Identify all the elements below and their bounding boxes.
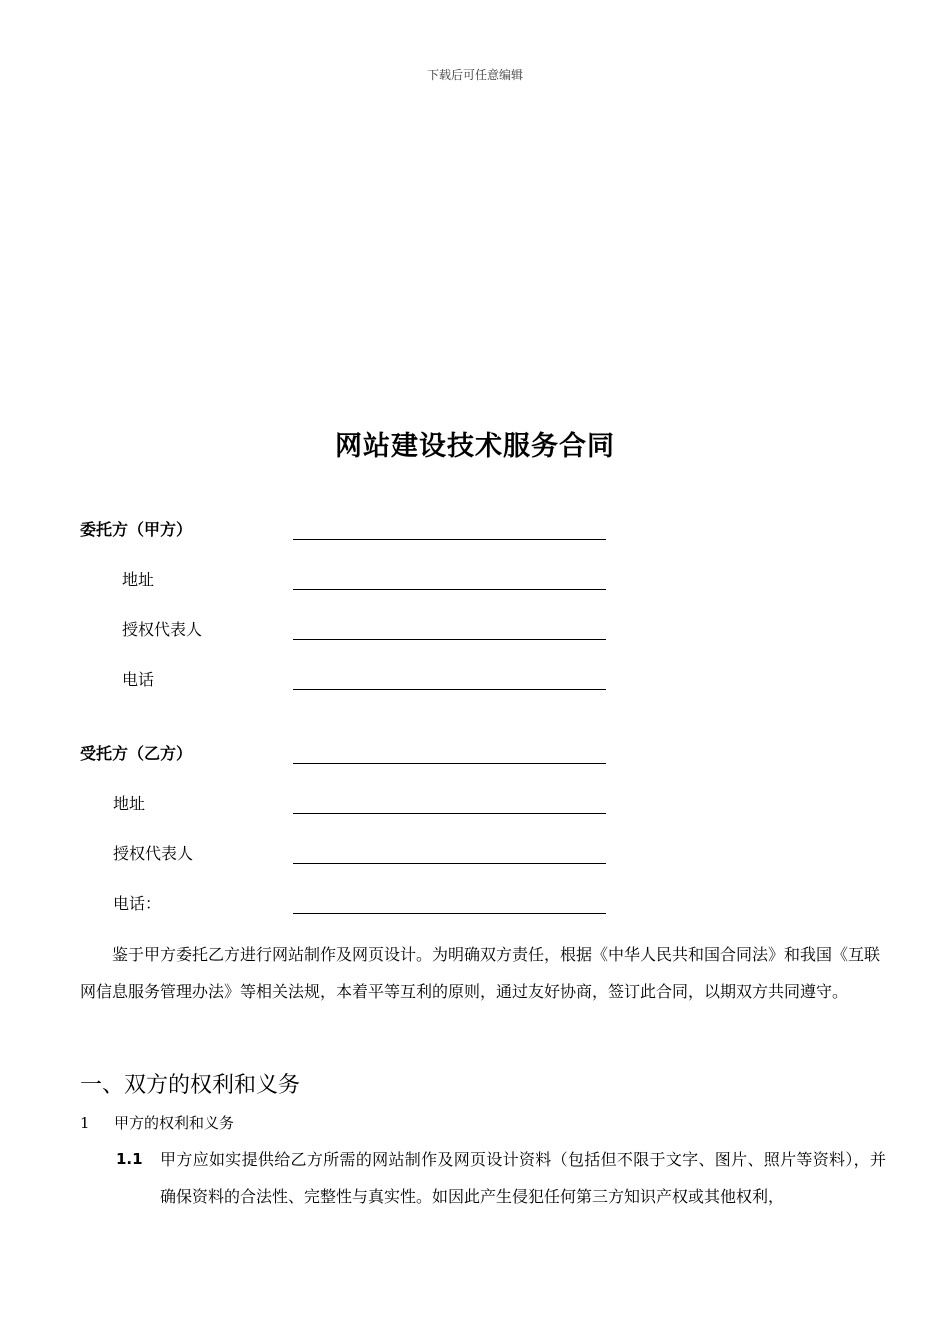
party-a-phone-label: 电话 — [122, 670, 155, 689]
party-b-address-blank[interactable] — [293, 813, 606, 814]
header-watermark: 下载后可任意编辑 — [426, 68, 523, 82]
subsection-heading — [80, 1111, 234, 1135]
clause-item — [116, 1141, 886, 1215]
clause-number: 1.1 — [116, 1150, 143, 1168]
subsection-number: 1 — [80, 1114, 90, 1132]
party-a-rep-label: 授权代表人 — [122, 620, 203, 639]
party-a-address-blank[interactable] — [293, 589, 606, 590]
party-b-address-label: 地址 — [113, 794, 146, 813]
party-a-name-blank[interactable] — [293, 539, 606, 540]
party-a-label: 委托方（甲方） — [80, 520, 193, 539]
section-heading: 一、双方的权利和义务 — [80, 1073, 301, 1098]
party-b-rep-blank[interactable] — [293, 863, 606, 864]
party-b-label: 受托方（乙方） — [80, 744, 193, 763]
preamble-paragraph: 鉴于甲方委托乙方进行网站制作及网页设计。为明确双方责任，根据《中华人民共和国合同法》和我国《互联网信息服务管理办法》等相关法规，本着平等互利的原则，通过友好协商，签订此合同，以期双方共同遵守。 — [80, 945, 881, 1001]
party-a-phone-blank[interactable] — [293, 689, 606, 690]
party-b-phone-blank[interactable] — [293, 913, 606, 914]
party-b-phone-label: 电话： — [113, 894, 162, 913]
party-b-rep-label: 授权代表人 — [113, 844, 194, 863]
subsection-title: 甲方的权利和义务 — [114, 1114, 235, 1132]
party-b-name-blank[interactable] — [293, 763, 606, 764]
party-a-rep-blank[interactable] — [293, 639, 606, 640]
party-a-address-label: 地址 — [122, 570, 155, 589]
clause-text: 甲方应如实提供给乙方所需的网站制作及网页设计资料（包括但不限于文字、图片、照片等资料），并确保资料的合法性、完整性与真实性。如因此产生侵犯任何第三方知识产权或其他权利， — [160, 1150, 886, 1206]
document-title: 网站建设技术服务合同 — [335, 431, 615, 462]
